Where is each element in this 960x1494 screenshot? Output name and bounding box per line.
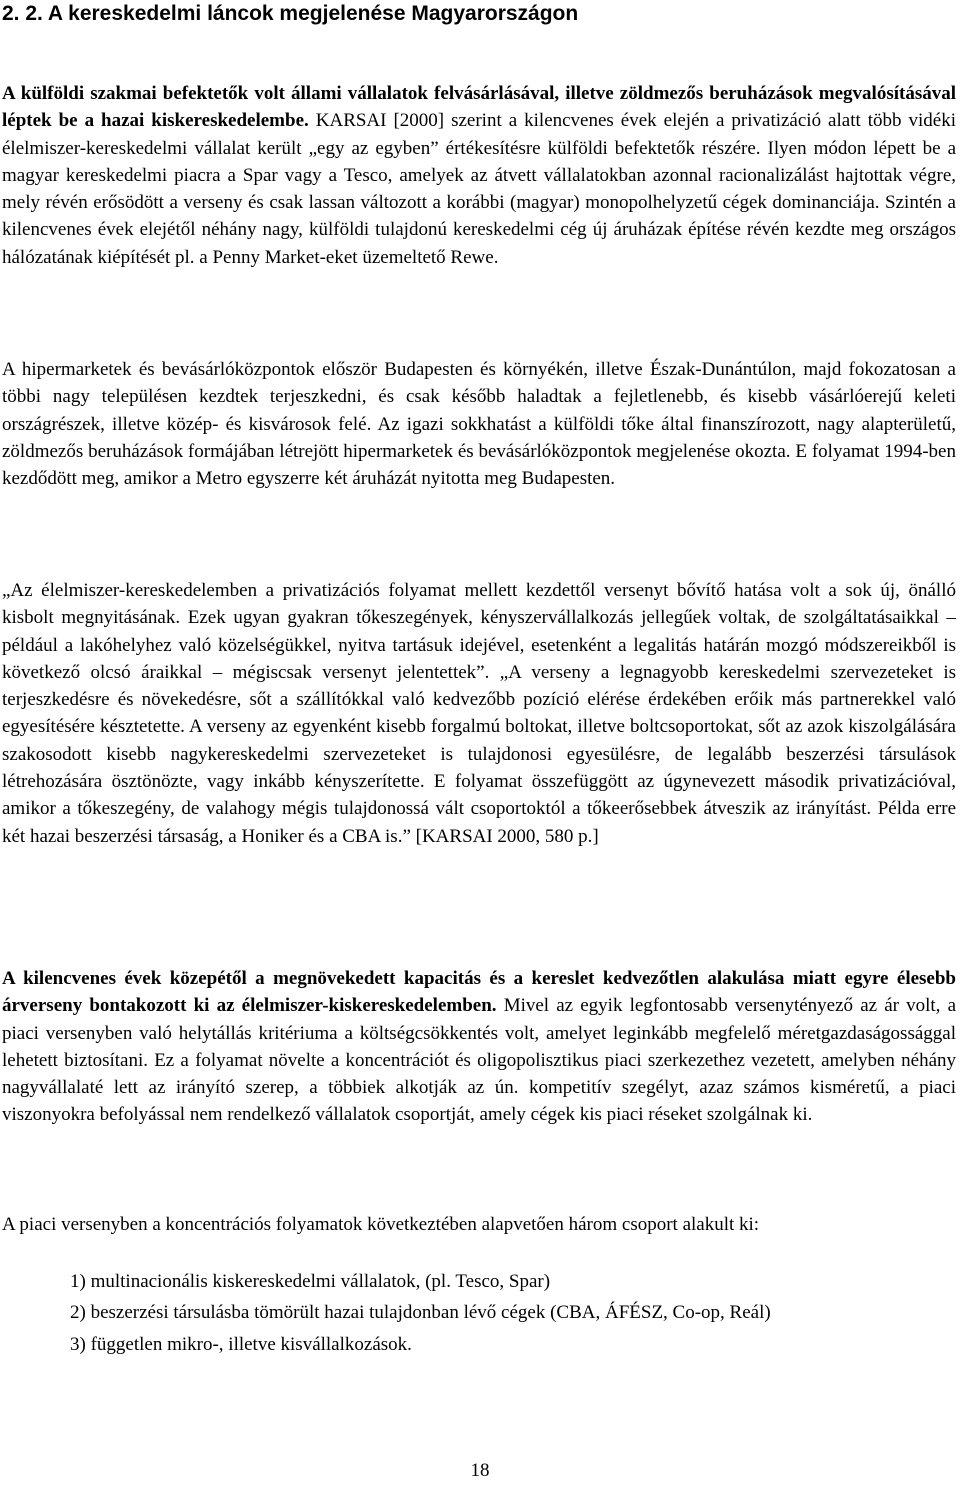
- paragraph-2: A hipermarketek és bevásárlóközpontok először Budapesten és környékén, illetve Észak-Dunántúlon, majd fokozatosan a többi nagy településen kezdtek terjeszkedni, és csak később haladtak a fejletlenebb, és kisebb vásárlóerejű keleti országrészek, illetve közép- és kisvárosok felé. Az igazi sokkhatást a külföldi tőke által finanszírozott, nagy alapterületű, zöldmezős beruházások formájában létrejött hipermarketek és bevásárlóközpontok megjelenése okozta. E folyamat 1994-ben kezdődött meg, amikor a Metro egyszerre két áruházát nyitotta meg Budapesten.: [2, 359, 956, 490]
- paragraph-4-text: Mivel az egyik legfontosabb versenytényező az ár volt, a piaci versenyben való helytállás kritériuma a költségcsökkentés volt, amelyet leginkább megfelelő méretgazdaságossággal lehetett biztosítani. Ez a folyamat növelte a koncentrációt és oligopolisztikus piaci szerkezethez vezetett, amelyben néhány nagyvállalaté lett az irányító szerep, a többiek alkotják az ún. kompetitív szegélyt, azaz számos kisméretű, a piaci viszonyokra befolyással nem rendelkező vállalatok csoportját, amely cégek kis piaci réseket szolgálnak ki.: [2, 995, 957, 1126]
- section-heading: 2. 2. A kereskedelmi láncok megjelenése Magyarországon: [2, 2, 579, 25]
- list-item: 1) multinacionális kiskereskedelmi vállalatok, (pl. Tesco, Spar): [70, 1271, 551, 1292]
- list-item: 3) független mikro-, illetve kisvállalkozások.: [70, 1333, 412, 1355]
- paragraph-1-bold-lead: A külföldi szakmai befektetők volt állami vállalatok felvásárlásával, illetve zöldmezős beruházások megvalósításával léptek be a hazai kiskereskedelembe.: [2, 83, 956, 132]
- paragraph-4-bold-lead: A kilencvenes évek közepétől a megnövekedett kapacitás és a kereslet kedvezőtlen alakulása miatt egyre élesebb árverseny bontakozott ki az élelmiszer-kiskereskedelemben.: [2, 968, 956, 1017]
- paragraph-3-quote: „Az élelmiszer-kereskedelemben a privatizációs folyamat mellett kezdettől versenyt bővítő hatása volt a sok új, önálló kisbolt megnyitásának. Ezek ugyan gyakran tőkeszegények, kényszervállalkozás jellegűek voltak, de szolgáltatásaikkal – például a lakóhelyhez való közelségükkel, nyitva tartásuk idejével, esetenként a legalitás határán mozgó módszereikből is következő olcsó áraikkal – mégiscsak versenyt jelentettek”. „A verseny a legnagyobb kereskedelmi szervezeteket is terjeszkedésre és növekedésre, sőt a szállítókkal való kedvezőbb pozíció elérése érdekében erőik más partnerekkel való egyesítésére késztetette. A verseny az egyenként kisebb forgalmú boltokat, illetve boltcsoportokat, sőt az azok kiszolgálására szakosodott kisebb nagykereskedelmi szervezeteket is tulajdonosi egyesülésre, de legalább beszerzési társulások létrehozására ösztönözte, vagy inkább kényszerítette. E folyamat összefüggött az úgynevezett második privatizációval, amikor a tőkeszegény, de valahogy mégis tulajdonossá vált csoportoktól a tőkeerősebbek átveszik az irányítást. Példa erre két hazai beszerzési társaság, a Honiker és a CBA is.” [KARSAI 2000, 580 p.]: [2, 580, 956, 847]
- paragraph-5: A piaci versenyben a koncentrációs folyamatok következtében alapvetően három csoport alakult ki:: [2, 1214, 760, 1235]
- company-groups-list: [70, 1268, 950, 1362]
- paragraph-1: [2, 80, 956, 271]
- paragraph-4: [2, 965, 956, 1129]
- paragraph-1-text: KARSAI [2000] szerint a kilencvenes évek elején a privatizáció alatt több vidéki élelmiszer-kereskedelmi vállalat került „egy az egyben” értékesítésre külföldi befektetők részére. Ilyen módon lépett be a magyar kereskedelmi piacra a Spar vagy a Tesco, amelyek az átvett vállalatokban azonnal racionalizálást hajtottak végre, mely révén erősödött a verseny és csak lassan változott a korábbi (magyar) monopolhelyzetű cégek dominanciája. Szintén a kilencvenes évek elejétől néhány nagy, külföldi tulajdonú kereskedelmi cég új áruházak építése révén kezdte meg országos hálózatának kiépítését pl. a Penny Market-eket üzemeltető Rewe.: [2, 110, 956, 268]
- page-number: 18: [470, 1460, 490, 1481]
- list-item: 2) beszerzési társulásba tömörült hazai tulajdonban lévő cégek (CBA, ÁFÉSZ, Co-op, Reál): [70, 1302, 771, 1324]
